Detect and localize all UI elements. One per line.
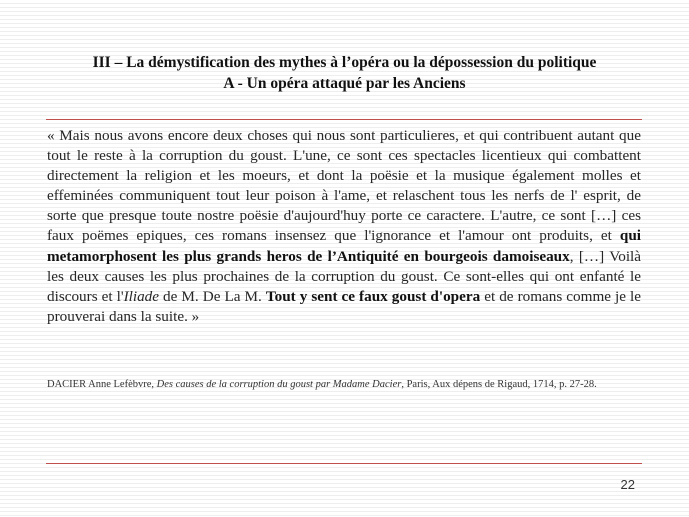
quote-text-3: de M. De La M. [159,287,266,305]
quote-bold-2: Tout y sent ce faux goust d'opera [265,287,481,305]
title-line-2: A - Un opéra attaqué par les Anciens [223,75,466,92]
citation [47,378,647,392]
citation-details: , Paris, Aux dépens de Rigaud, 1714, p. 27-28. [401,379,597,390]
quote-text-4: et de romans comme je le prouverai dans la suite. » [47,287,641,325]
title-line-1: III – La démystification des mythes à l’opéra ou la dépossession du politique [92,54,597,71]
top-divider [46,119,642,120]
quote-text-1: « Mais nous avons encore deux choses qui nous sont particulieres, et qui contribuent autant que tout le reste à la corruption du goust. L'une, ce sont ces spectacles licentieux qui combattent directement la religion et les moeurs, et dont la poësie et la musique également molles et effeminées communiquent tout leur poison à l'ame, et relaschent tous les nerfs de l' esprit, de sorte que presque toute nostre poësie d'aujourd'huy porte ce caractere. L'autre, ce sont […] ces faux poëmes epiques, ces romans insensez que l'ignorance et l'amour ont produits, et [47,127,641,245]
citation-author: DACIER Anne Lefèbvre, [47,379,157,390]
quote-block [47,126,641,327]
bottom-divider [46,463,642,464]
page-number: 22 [620,477,635,492]
citation-work: Des causes de la corruption du goust par Madame Dacier [156,379,402,390]
slide-title [40,52,649,94]
quote-italic-1: Iliade [123,287,160,305]
quote-bold-1: qui metamorphosent les plus grands heros de l’Antiquité en bourgeois damoiseaux [47,227,641,265]
quote-text-2: , […] Voilà les deux causes les plus prochaines de la corruption du goust. Ce sont-elles qui ont enfanté le discours et l' [47,247,641,305]
